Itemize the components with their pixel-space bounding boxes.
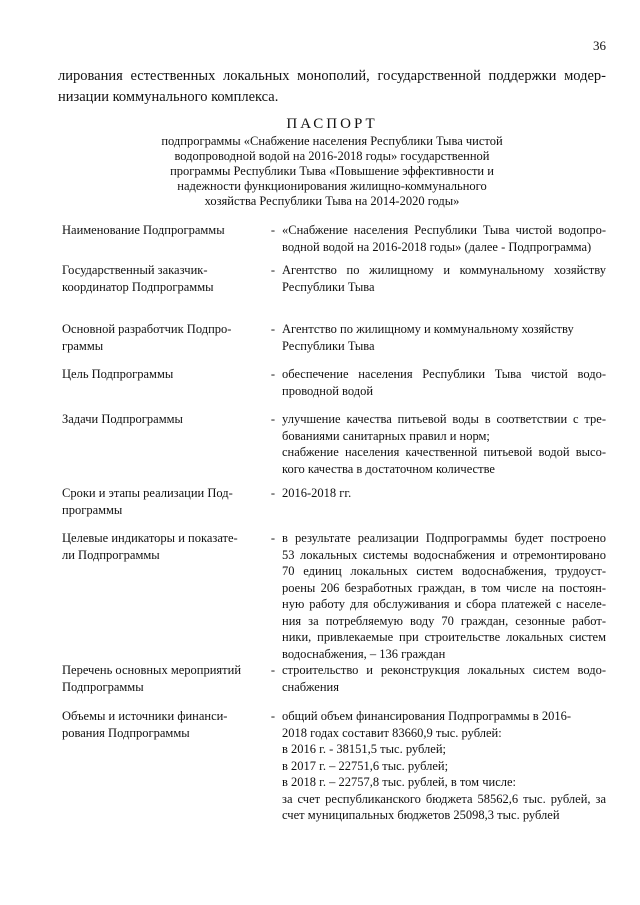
row-label-line: граммы [62, 338, 104, 353]
row-label-line: программы [62, 502, 123, 517]
row-value-line: 70 единиц локальных систем водоснабжения, трудоуст- [282, 564, 606, 578]
subtitle-line: подпрограммы «Снабжение населения Республики Тыва чистой [161, 134, 503, 148]
row-value-line: бованиями санитарных правил и норм; [282, 428, 490, 443]
passport-title: ПАСПОРТ [286, 116, 378, 132]
row-dash: - [270, 223, 276, 237]
row-value-line: ники, привлекаемые при строительстве локальных систем [282, 630, 606, 644]
row-value-line: счет муниципальных бюджетов 25098,3 тыс. рублей [282, 808, 560, 822]
row-label-line: Объемы и источники финанси- [62, 709, 228, 723]
row-label-line: Подпрограммы [62, 679, 144, 694]
row-value-line: снабжения [282, 679, 339, 694]
row-dash: - [270, 531, 276, 545]
row-value-line: Агентство по жилищному и коммунальному хозяйству [282, 322, 574, 336]
row-label-line: Задачи Подпрограммы [62, 412, 183, 426]
row-value [282, 366, 606, 399]
row-dash: - [270, 322, 276, 336]
row-value-line: роены 206 безработных граждан, в том числе на постоян- [282, 580, 606, 595]
row-value-line: 53 локальных системы водоснабжения и отремонтировано [282, 547, 606, 562]
row-label-line: Цель Подпрограммы [62, 367, 174, 381]
row-value-line: снабжение населения качественной питьевой водой высо- [282, 445, 606, 459]
intro-line: низации коммунального комплекса. [58, 89, 279, 105]
row-value-line: за счет республиканского бюджета 58562,6 тыс. рублей, за [282, 791, 606, 806]
row-value [282, 485, 606, 502]
row-value-line: обеспечение населения Республики Тыва чистой водо- [282, 367, 606, 381]
row-value [282, 262, 606, 295]
row-label-line: Перечень основных мероприятий [62, 663, 242, 677]
row-label-line: рования Подпрограммы [62, 725, 190, 740]
row-dash: - [270, 486, 276, 500]
row-label-line: Основной разработчик Подпро- [62, 322, 232, 336]
row-value-line: ную работу для обслуживания и сбора платежей с населе- [282, 597, 606, 611]
row-label [62, 321, 272, 354]
row-dash: - [270, 367, 276, 381]
row-value-line: в результате реализации Подпрограммы будет построено [282, 531, 606, 545]
row-value-line: в 2017 г. – 22751,6 тыс. рублей; [282, 758, 449, 773]
row-value-line: строительство и реконструкция локальных систем водо- [282, 663, 606, 677]
row-label [62, 262, 272, 295]
subtitle-line: водопроводной водой на 2016-2018 годы» государственной [174, 149, 490, 163]
subtitle-line: программы Республики Тыва «Повышение эффективности и [170, 164, 494, 178]
row-label [62, 222, 272, 239]
row-label-line: ли Подпрограммы [62, 547, 160, 562]
row-value-line: водной водой на 2016-2018 годы» (далее - Подпрограмма) [282, 239, 592, 254]
row-label [62, 708, 272, 741]
subtitle-line: хозяйства Республики Тыва на 2014-2020 годы» [204, 194, 460, 208]
row-value-line: Республики Тыва [282, 279, 375, 294]
row-label-line: координатор Подпрограммы [62, 279, 214, 294]
row-value-line: в 2018 г. – 22757,8 тыс. рублей, в том числе: [282, 775, 517, 789]
row-value [282, 708, 606, 824]
row-value [282, 530, 606, 662]
row-value-line: улучшение качества питьевой воды в соответствии с тре- [282, 412, 606, 426]
row-value [282, 662, 606, 695]
row-dash: - [270, 412, 276, 426]
row-value-line: общий объем финансирования Подпрограммы в 2016- [282, 709, 572, 723]
row-value-line: водоснабжения, – 136 граждан [282, 646, 446, 661]
row-label [62, 485, 272, 518]
row-value-line: в 2016 г. - 38151,5 тыс. рублей; [282, 742, 446, 756]
row-dash: - [270, 663, 276, 677]
row-value-line: Агентство по жилищному и коммунальному хозяйству [282, 263, 606, 277]
row-value-line: «Снабжение населения Республики Тыва чистой водопро- [282, 223, 606, 237]
row-value-line: 2018 годах составит 83660,9 тыс. рублей: [282, 725, 502, 740]
row-label [62, 530, 272, 563]
row-value-line: Республики Тыва [282, 338, 375, 353]
row-label-line: Государственный заказчик- [62, 263, 208, 277]
row-value [282, 321, 606, 354]
row-label-line: Сроки и этапы реализации Под- [62, 486, 233, 500]
row-value [282, 411, 606, 477]
row-dash: - [270, 709, 276, 723]
page-number: 36 [593, 38, 606, 53]
row-label [62, 366, 272, 383]
row-label [62, 411, 272, 428]
row-value-line: проводной водой [282, 383, 374, 398]
row-value [282, 222, 606, 255]
row-dash: - [270, 263, 276, 277]
subtitle-line: надежности функционирования жилищно-коммунального [177, 179, 487, 193]
row-value-line: ния за потребляемую воду 70 граждан, сезонные работ- [282, 613, 606, 628]
row-value-line: кого качества в достаточном количестве [282, 461, 495, 476]
row-label-line: Наименование Подпрограммы [62, 223, 225, 237]
row-label [62, 662, 272, 695]
row-label-line: Целевые индикаторы и показате- [62, 531, 238, 545]
intro-line: лирования естественных локальных монополий, государственной поддержки модер- [58, 68, 606, 84]
row-value-line: 2016-2018 гг. [282, 486, 352, 500]
